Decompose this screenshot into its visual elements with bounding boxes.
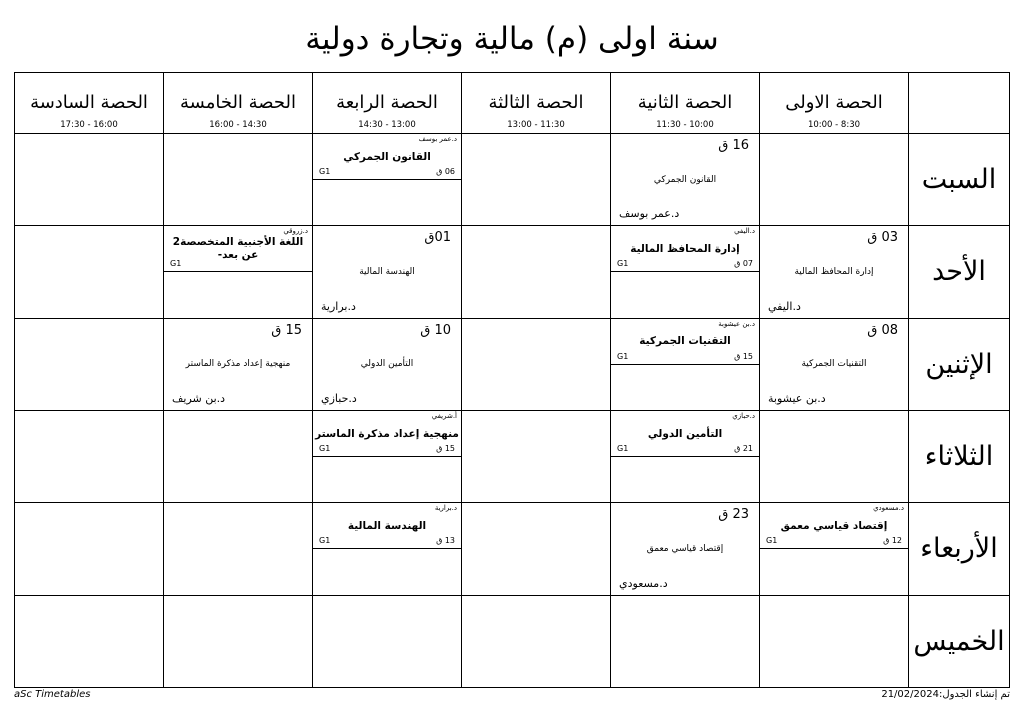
period-name: الحصة الرابعة bbox=[336, 92, 438, 113]
room-label: ق 16 bbox=[718, 138, 749, 153]
day-label: السبت bbox=[909, 134, 1009, 225]
period-header bbox=[15, 73, 163, 133]
lesson-cell bbox=[760, 503, 908, 594]
empty-cell bbox=[15, 411, 163, 502]
group-lesson-box bbox=[760, 503, 908, 549]
room-label: ق 06 bbox=[436, 167, 455, 176]
group-label: G1 bbox=[170, 259, 182, 269]
teacher-name: د.حبازي bbox=[732, 412, 755, 420]
period-time: 14:30 - 13:00 bbox=[358, 120, 416, 130]
course-name: إقتصاد قياسي معمق bbox=[646, 543, 724, 554]
teacher-name: د.برارية bbox=[321, 299, 356, 313]
teacher-name: د.بن عيشوبة bbox=[718, 319, 755, 328]
course-name: إقتصاد قياسي معمق bbox=[780, 519, 888, 532]
empty-cell bbox=[164, 134, 312, 225]
group-label: G1 bbox=[617, 351, 629, 361]
empty-cell bbox=[462, 134, 610, 225]
course-name: القانون الجمركي bbox=[653, 174, 717, 185]
room-label: ق 07 bbox=[734, 259, 753, 269]
room-label: ق 13 bbox=[436, 536, 455, 546]
empty-cell bbox=[15, 503, 163, 594]
period-name: الحصة الخامسة bbox=[179, 92, 297, 113]
empty-cell bbox=[462, 226, 610, 317]
period-header bbox=[313, 73, 461, 133]
group-label: G1 bbox=[766, 536, 778, 546]
lesson-cell bbox=[164, 319, 312, 410]
lesson-cell bbox=[760, 319, 908, 410]
empty-cell bbox=[462, 411, 610, 502]
lesson-cell bbox=[611, 411, 759, 502]
footer-brand: aSc Timetables bbox=[14, 689, 91, 700]
group-lesson-box bbox=[611, 226, 759, 272]
period-time: 10:00 - 8:30 bbox=[807, 120, 861, 130]
period-header bbox=[760, 73, 908, 133]
period-time: 11:30 - 10:00 bbox=[656, 120, 714, 130]
group-lesson-box bbox=[611, 411, 759, 457]
day-label: الخميس bbox=[909, 596, 1009, 687]
empty-cell bbox=[462, 503, 610, 594]
empty-cell bbox=[462, 596, 610, 687]
lesson-cell bbox=[313, 319, 461, 410]
empty-cell bbox=[164, 411, 312, 502]
teacher-name: د.اليفي bbox=[768, 299, 801, 313]
teacher-name: أ.شريفي bbox=[431, 412, 457, 420]
page-title: سنة اولى (م) مالية وتجارة دولية bbox=[305, 21, 719, 57]
empty-cell bbox=[462, 319, 610, 410]
empty-cell bbox=[760, 596, 908, 687]
teacher-name: د.بن عيشوبة bbox=[768, 392, 826, 405]
period-name: الحصة الثانية bbox=[637, 92, 733, 113]
group-lesson-box bbox=[611, 319, 759, 365]
lesson-cell bbox=[313, 411, 461, 502]
empty-cell bbox=[15, 134, 163, 225]
room-label: ق 15 bbox=[436, 444, 455, 453]
group-label: G1 bbox=[319, 444, 331, 453]
group-lesson-box bbox=[313, 411, 461, 457]
room-label: ق 08 bbox=[867, 322, 898, 338]
empty-cell bbox=[15, 319, 163, 410]
teacher-name: د.مسعودي bbox=[873, 504, 904, 513]
room-label: ق 15 bbox=[271, 322, 302, 338]
empty-cell bbox=[164, 596, 312, 687]
room-label: ق 23 bbox=[718, 507, 749, 523]
course-name: إدارة المحافظ المالية bbox=[794, 266, 874, 277]
teacher-name: د.برارية bbox=[434, 504, 457, 513]
period-name: الحصة الاولى bbox=[785, 92, 883, 113]
lesson-cell bbox=[611, 134, 759, 225]
lesson-cell bbox=[611, 226, 759, 317]
group-lesson-box bbox=[313, 134, 461, 180]
teacher-name: د.بن شريف bbox=[172, 392, 226, 405]
teacher-name: د.اليفي bbox=[734, 227, 755, 236]
teacher-name: د.مسعودي bbox=[619, 576, 668, 590]
lesson-cell bbox=[313, 134, 461, 225]
group-label: G1 bbox=[617, 259, 629, 269]
room-label: ق 15 bbox=[734, 351, 753, 361]
empty-cell bbox=[313, 596, 461, 687]
course-name: اللغة الأجنبية المتخصصة2 عن بعد- bbox=[172, 236, 304, 262]
day-label: الإثنين bbox=[909, 319, 1009, 410]
room-label: ق 10 bbox=[420, 322, 451, 338]
room-label: ق01 bbox=[424, 230, 451, 246]
day-label: الأحد bbox=[909, 226, 1009, 317]
course-name: منهجية إعداد مذكرة الماستر bbox=[315, 427, 459, 440]
course-name: التقنيات الجمركية bbox=[801, 359, 867, 370]
empty-cell bbox=[760, 411, 908, 502]
teacher-name: د.حبازي bbox=[321, 392, 357, 405]
lesson-cell bbox=[760, 226, 908, 317]
group-lesson-box bbox=[313, 503, 461, 549]
lesson-cell bbox=[611, 319, 759, 410]
period-time: 17:30 - 16:00 bbox=[60, 120, 118, 130]
corner-cell bbox=[909, 73, 1009, 133]
teacher-name: د.عمر بوسف bbox=[418, 135, 457, 143]
lesson-cell bbox=[313, 503, 461, 594]
day-label: الأربعاء bbox=[909, 503, 1009, 594]
teacher-name: د.زروقي bbox=[283, 227, 308, 236]
course-name: التقنيات الجمركية bbox=[639, 335, 731, 348]
course-name: التأمين الدولي bbox=[360, 359, 414, 370]
empty-cell bbox=[760, 134, 908, 225]
lesson-cell bbox=[164, 226, 312, 317]
course-name: القانون الجمركي bbox=[343, 150, 431, 163]
period-header bbox=[164, 73, 312, 133]
timetable-grid bbox=[14, 72, 1010, 688]
period-name: الحصة السادسة bbox=[30, 92, 148, 113]
period-name: الحصة الثالثة bbox=[488, 92, 584, 113]
period-header bbox=[611, 73, 759, 133]
room-label: ق 03 bbox=[867, 230, 898, 246]
lesson-cell bbox=[611, 503, 759, 594]
empty-cell bbox=[164, 503, 312, 594]
course-name: الهندسة المالية bbox=[347, 519, 427, 532]
course-name: إدارة المحافظ المالية bbox=[630, 242, 740, 255]
empty-cell bbox=[15, 596, 163, 687]
empty-cell bbox=[611, 596, 759, 687]
lesson-cell bbox=[313, 226, 461, 317]
period-header bbox=[462, 73, 610, 133]
group-label: G1 bbox=[319, 167, 331, 176]
group-lesson-box bbox=[164, 226, 312, 272]
footer-created-date: تم إنشاء الجدول:21/02/2024 bbox=[881, 689, 1010, 700]
group-label: G1 bbox=[319, 536, 331, 546]
room-label: ق 12 bbox=[883, 536, 902, 546]
course-name: التأمين الدولي bbox=[647, 427, 723, 440]
teacher-name: د.عمر بوسف bbox=[619, 207, 680, 221]
period-time: 16:00 - 14:30 bbox=[209, 120, 267, 130]
course-name: الهندسة المالية bbox=[359, 266, 415, 277]
group-label: G1 bbox=[617, 444, 629, 453]
period-time: 13:00 - 11:30 bbox=[507, 120, 565, 130]
empty-cell bbox=[15, 226, 163, 317]
room-label: ق 21 bbox=[734, 444, 753, 453]
day-label: الثلاثاء bbox=[909, 411, 1009, 502]
course-name: منهجية إعداد مذكرة الماستر bbox=[185, 359, 291, 370]
